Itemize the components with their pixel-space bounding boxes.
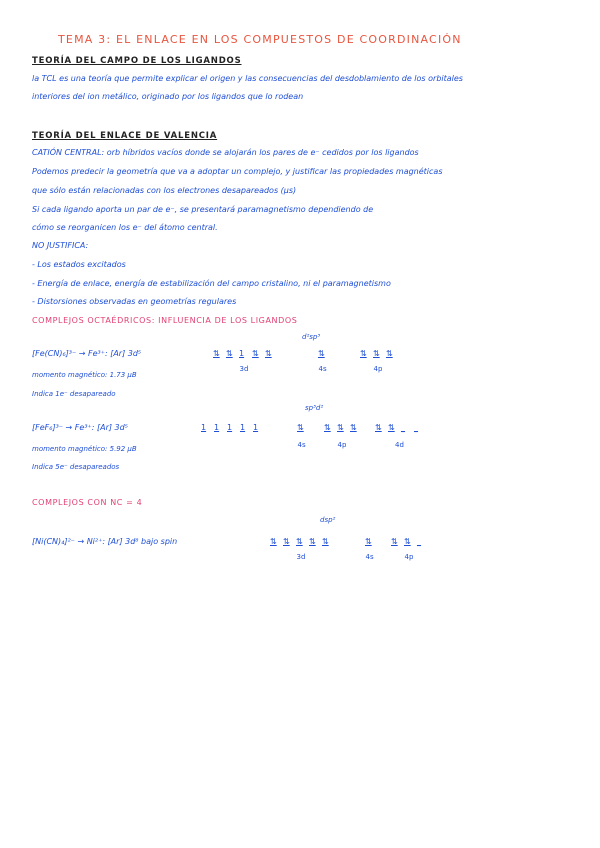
orbital-electrons: _	[417, 537, 421, 546]
orbital-electrons: ⇅	[375, 423, 382, 432]
orbital-label: 4s	[365, 553, 374, 561]
orbital-electrons: 1	[240, 423, 246, 432]
subheading-octahedral: COMPLEJOS OCTAÉDRICOS: INFLUENCIA DE LOS LIGANDOS	[32, 316, 298, 325]
orbital-label: 4p	[404, 553, 414, 561]
orbital-electrons: ⇅	[283, 537, 290, 546]
complex-formula: [FeF₆]³⁻ → Fe³⁺: [Ar] 3d⁵	[32, 423, 128, 432]
orbital-electrons: 1	[227, 423, 233, 432]
orbital-label: 3d	[239, 365, 249, 373]
orbital-label: 4p	[373, 365, 383, 373]
hybrid-label: dsp²	[320, 516, 336, 524]
orbital-label: 4p	[337, 441, 347, 449]
orbital-electrons: ⇅	[324, 423, 331, 432]
orbital-electrons: ⇅	[386, 349, 393, 358]
orbital-electrons: ⇅	[296, 537, 303, 546]
page-title: TEMA 3: EL ENLACE EN LOS COMPUESTOS DE COORDINACIÓN	[58, 33, 462, 46]
orbital-electrons: ⇅	[309, 537, 316, 546]
orbital-electrons: 1	[201, 423, 207, 432]
text-line: - Los estados excitados	[32, 260, 126, 269]
orbital-electrons: ⇅	[265, 349, 272, 358]
text-line: - Distorsiones observadas en geometrías regulares	[32, 297, 237, 306]
section-heading-ligand-field: TEORÍA DEL CAMPO DE LOS LIGANDOS	[32, 56, 242, 66]
text-line: Si cada ligando aporta un par de e⁻, se presentará paramagnetismo dependiendo de	[32, 205, 374, 214]
orbital-label: 4d	[395, 441, 404, 449]
orbital-label: 4s	[318, 365, 327, 373]
section-heading-valence-bond: TEORÍA DEL ENLACE DE VALENCIA	[32, 131, 218, 141]
hybrid-label: d²sp³	[302, 333, 321, 341]
text-line: cómo se reorganicen los e⁻ del átomo central.	[32, 223, 218, 232]
orbital-electrons: ⇅	[388, 423, 395, 432]
orbital-electrons: ⇅	[337, 423, 344, 432]
orbital-label: 4s	[297, 441, 306, 449]
text-line: interiores del ion metálico, originado por los ligandos que lo rodean	[32, 92, 304, 101]
hybrid-label: sp³d²	[305, 404, 324, 412]
complex-formula: [Ni(CN)₄]²⁻ → Ni²⁺: [Ar] 3d⁸ bajo spin	[32, 537, 178, 546]
orbital-electrons: _	[401, 423, 405, 432]
unpaired-note: Indica 1e⁻ desapareado	[32, 390, 116, 398]
orbital-electrons: ⇅	[213, 349, 220, 358]
orbital-electrons: ⇅	[322, 537, 329, 546]
orbital-electrons: ⇅	[373, 349, 380, 358]
unpaired-note: Indica 5e⁻ desapareados	[32, 463, 120, 471]
subheading-nc4: COMPLEJOS CON NC = 4	[32, 498, 143, 507]
orbital-electrons: _	[414, 423, 418, 432]
text-line: Podemos predecir la geometría que va a adoptar un complejo, y justificar las propiedades magnéticas	[32, 167, 443, 176]
orbital-electrons: 1	[253, 423, 259, 432]
orbital-electrons: ⇅	[226, 349, 233, 358]
text-line: - Energía de enlace, energía de estabilización del campo cristalino, ni el paramagnetismo	[32, 279, 391, 288]
orbital-electrons: ⇅	[391, 537, 398, 546]
magnetic-moment: momento magnético: 1.73 μB	[32, 371, 137, 379]
orbital-electrons: ⇅	[252, 349, 259, 358]
text-line: la TCL es una teoría que permite explicar el origen y las consecuencias del desdoblamiento de los orbitales	[32, 74, 463, 83]
orbital-label: 3d	[296, 553, 306, 561]
text-line: que sólo están relacionadas con los electrones desapareados (μs)	[32, 186, 297, 195]
complex-formula: [Fe(CN)₆]³⁻ → Fe³⁺: [Ar] 3d⁵	[32, 349, 142, 358]
orbital-electrons: ⇅	[318, 349, 325, 358]
orbital-electrons: ⇅	[360, 349, 367, 358]
orbital-electrons: ⇅	[404, 537, 411, 546]
text-line: NO JUSTIFICA:	[32, 241, 89, 250]
orbital-electrons: ⇅	[350, 423, 357, 432]
orbital-electrons: ⇅	[297, 423, 304, 432]
orbital-electrons: ⇅	[270, 537, 277, 546]
text-line: CATIÓN CENTRAL: orb híbridos vacíos donde se alojarán los pares de e⁻ cedidos por los ligandos	[32, 148, 419, 157]
magnetic-moment: momento magnético: 5.92 μB	[32, 445, 137, 453]
orbital-electrons: 1	[214, 423, 220, 432]
orbital-electrons: 1	[239, 349, 245, 358]
orbital-electrons: ⇅	[365, 537, 372, 546]
